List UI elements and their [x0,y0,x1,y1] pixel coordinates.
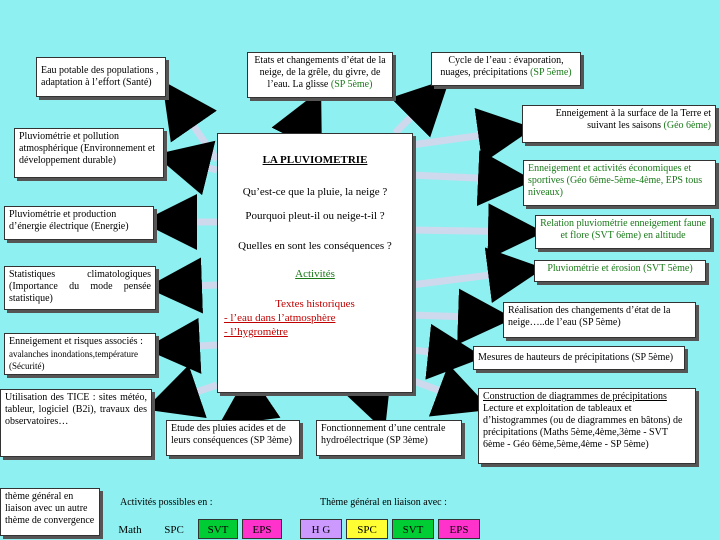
box-mesures [473,346,685,370]
risques-text: avalanches inondations,température (Sécurité) [9,349,138,371]
pluvio-energie-text: Pluviométrie et production d’énergie électrique (Energie) [9,209,129,232]
diagrammes-text: Lecture et exploitation de tableaux et d’histogrammes (ou de diagrammes en bâtons) de précipitations (Maths 5ème,4ème,3ème - SVT 6ème - Géo 6ème,5ème,4ème - SP 5ème) [483,403,683,450]
arrow-pollution [168,158,217,170]
arrow-cycle [395,88,440,133]
pluvio-erosion-text: Pluviométrie et érosion (SVT 5ème) [547,263,693,274]
box-stats-clim [4,266,156,310]
center-title: LA PLUVIOMETRIE [262,154,368,166]
tag-theme-spc: SPC [346,519,388,539]
arrow-eco [411,175,520,180]
box-tice [0,389,152,457]
arrow-erosion [411,270,530,285]
diagrammes-title: Construction de diagrammes de précipitations [483,391,667,402]
pluvio-pollution-text: Pluviométrie et pollution atmosphérique (Environnement et développement durable) [19,131,156,166]
pluies-acides-text: Etude des pluies acides et de leurs conséquences (SP 3ème) [171,423,292,446]
arrow-centrale [370,391,380,418]
eau-potable-text: Eau potable des populations , adaptation à l’effort (Santé) [41,65,159,88]
theme-text: thème général en liaison avec un autre thème de convergence [5,491,95,526]
box-etats [247,52,393,98]
realisation-text: Réalisation des changements d’état de la neige…..de l’eau (SP 5ème) [508,305,671,328]
box-pluvio-pollution [14,128,164,178]
box-centrale [316,420,462,456]
arrow-etats [300,102,315,133]
center-panel [217,133,413,393]
arrow-relation [411,230,530,232]
arrow-mesures [411,350,470,356]
center-question-3: Quelles en sont les conséquences ? [238,240,392,252]
center-texts-title: Textes historiques [275,298,355,310]
arrow-tice [158,385,217,405]
enneigement-surface-text: Enneigement à la surface de la Terre et suivant les saisons [555,108,711,131]
tag-activite-eps: EPS [242,519,282,539]
box-theme [0,488,100,536]
enneigement-surface-tag: (Géo 6ème) [663,120,711,131]
box-pluies-acides [166,420,300,456]
center-question-1: Qu’est-ce que la pluie, la neige ? [242,186,388,198]
box-pluvio-erosion [534,260,706,282]
box-enneigement-eco [523,160,716,206]
legend-theme-label: Thème général en liaison avec : [320,497,447,508]
cycle-tag: (SP 5ème) [530,67,572,78]
tice-text: Utilisation des TICE : sites météo, tableur, logiciel (B2i), travaux des observatoires… [5,392,147,427]
box-cycle [431,52,581,86]
center-texts-2: - l’hygromètre [224,326,288,338]
box-pluvio-energie [4,206,154,240]
box-eau-potable [36,57,166,97]
center-question-2: Pourquoi pleut-il ou neige-t-il ? [245,210,385,222]
arrow-eau-potable [170,92,217,160]
center-activities: Activités [295,268,335,280]
etats-text: Etats et changements d’état de la neige, de la grêle, du givre, de l’eau. La glisse [254,55,386,90]
mesures-text: Mesures de hauteurs de précipitations (SP 5ème) [478,352,674,363]
relation-pluvio-text: Relation pluviométrie enneigement faune et flore (SVT 6ème) en altitude [540,218,706,241]
tag-theme-eps: EPS [438,519,480,539]
arrow-stats [160,285,217,287]
centrale-text: Fonctionnement d’une centrale hydroélectrique (SP 3ème) [321,423,446,446]
legend-activites-label: Activités possibles en : [120,497,213,508]
tag-theme-svt: SVT [392,519,434,539]
arrow-surface [411,130,520,145]
tag-activite-spc: SPC [154,519,194,539]
tag-activite-svt: SVT [198,519,238,539]
box-enneigement-surface [522,105,716,143]
box-diagrammes [478,388,696,464]
etats-tag: (SP 5ème) [330,79,373,90]
enneigement-eco-text: Enneigement et activités économiques et sportives (Géo 6ème-5ème-4ème, EPS tous niveaux) [528,163,703,198]
cycle-text: Cycle de l’eau : évaporation, nuages, précipitations [440,55,564,78]
arrow-diagrammes [411,380,478,405]
arrow-pluies-acides [230,391,270,418]
arrow-risques [158,345,217,348]
box-relation-pluvio [535,215,711,249]
tag-activite-math: Math [110,519,150,539]
box-realisation [503,302,696,338]
arrow-realisation [411,315,500,318]
tag-theme-h-g: H G [300,519,342,539]
box-enneigement-risques [4,333,156,375]
center-texts-1: - l’eau dans l’atmosphère [224,312,336,324]
risques-title: Enneigement et risques associés : [9,336,143,347]
stats-clim-text: Statistiques climatologiques (Importance du mode pensée statistique) [9,269,151,304]
